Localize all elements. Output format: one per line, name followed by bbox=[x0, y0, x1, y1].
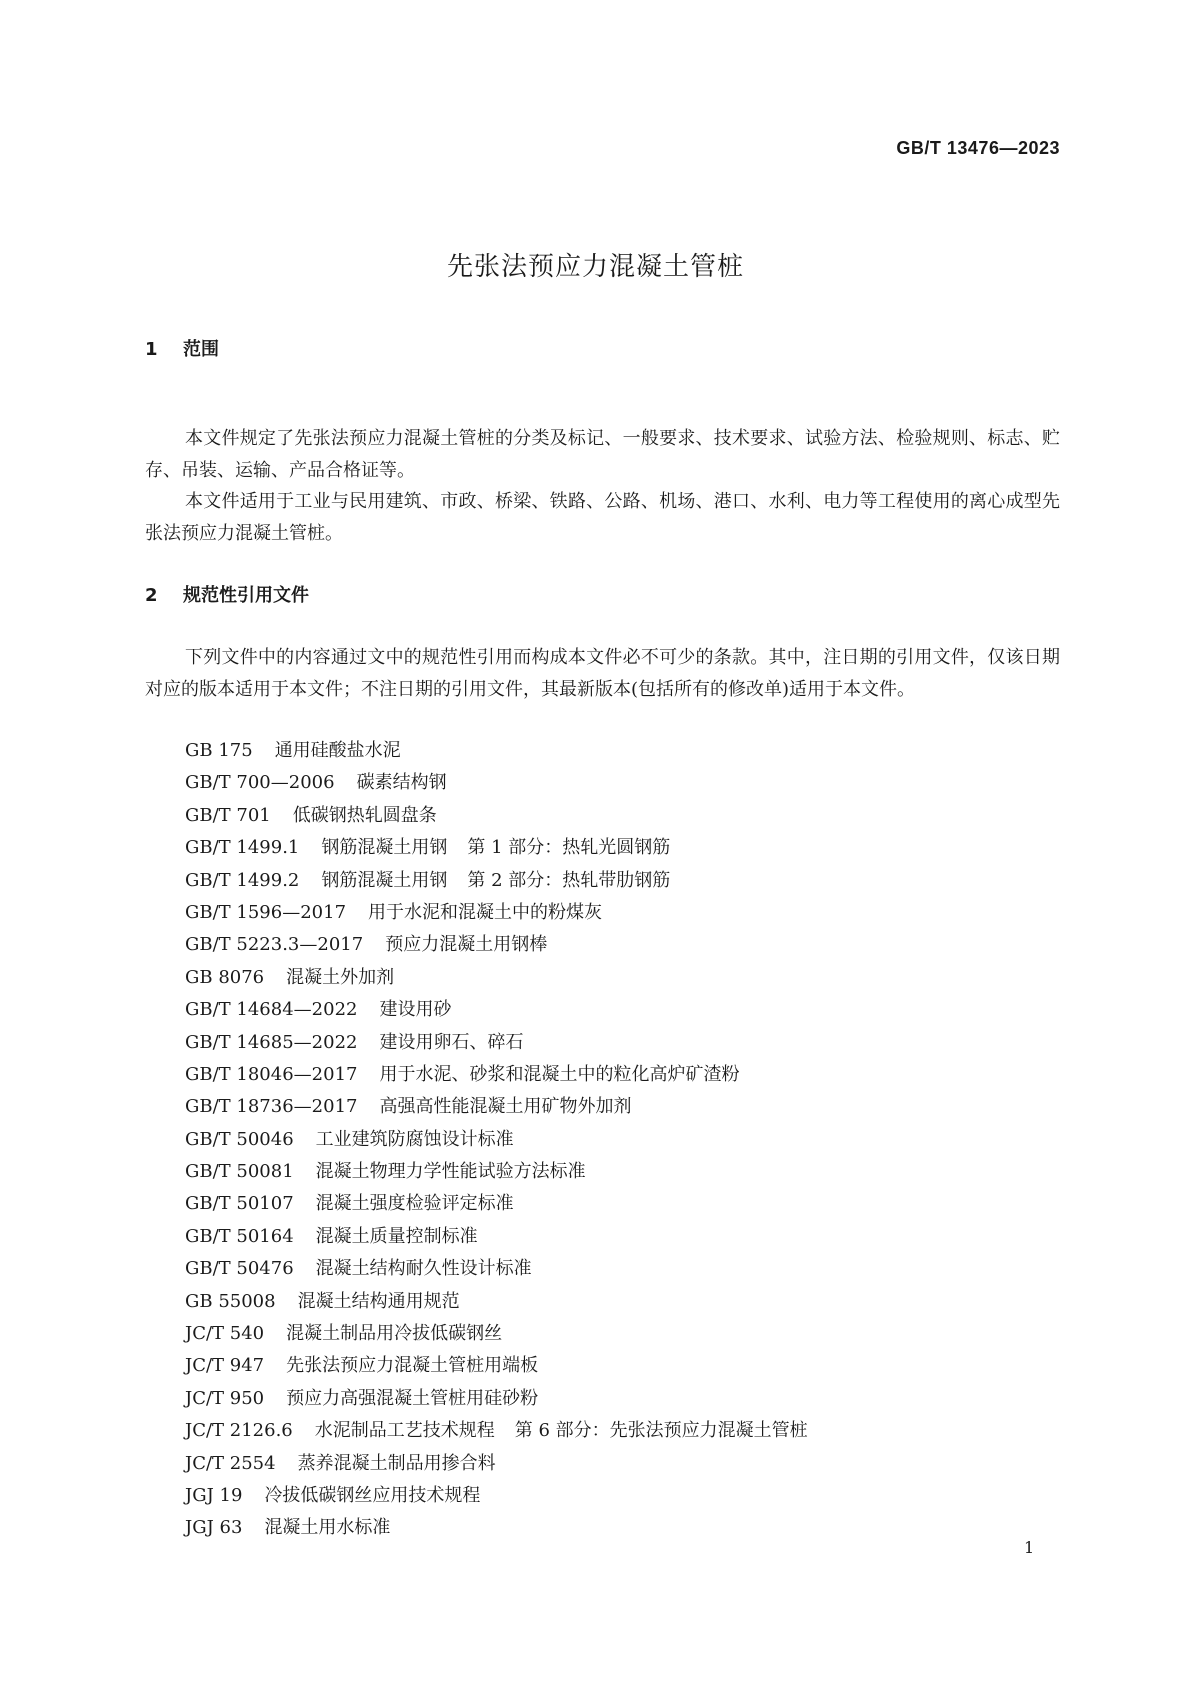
section-title: 规范性引用文件 bbox=[183, 585, 309, 606]
reference-item bbox=[185, 735, 808, 767]
reference-title: 预应力高强混凝土管桩用硅砂粉 bbox=[286, 1387, 539, 1409]
reference-item bbox=[185, 865, 808, 897]
reference-item bbox=[185, 1253, 808, 1285]
reference-code: GB/T 1499.2 bbox=[185, 869, 300, 891]
reference-code: JGJ 63 bbox=[185, 1517, 243, 1539]
reference-title: 钢筋混凝土用钢 bbox=[321, 869, 448, 891]
reference-item bbox=[185, 994, 808, 1026]
reference-title: 用于水泥和混凝土中的粉煤灰 bbox=[368, 901, 603, 923]
reference-title: 混凝土用水标准 bbox=[264, 1517, 391, 1539]
reference-code: JC/T 540 bbox=[185, 1323, 265, 1345]
reference-part: 第 1 部分：热轧光圆钢筋 bbox=[467, 837, 671, 859]
reference-code: GB/T 1499.1 bbox=[185, 837, 300, 859]
reference-item bbox=[185, 897, 808, 929]
reference-code: GB/T 18046—2017 bbox=[185, 1063, 358, 1085]
standard-code: GB/T 13476—2023 bbox=[896, 138, 1060, 158]
reference-item bbox=[185, 1156, 808, 1188]
scope-paragraph: 本文件适用于工业与民用建筑、市政、桥梁、铁路、公路、机场、港口、水利、电力等工程使用的离心成型先张法预应力混凝土管桩。 bbox=[145, 491, 1060, 544]
reference-title: 用于水泥、砂浆和混凝土中的粒化高炉矿渣粉 bbox=[379, 1063, 740, 1085]
reference-code: GB/T 18736—2017 bbox=[185, 1096, 358, 1118]
reference-list bbox=[185, 735, 808, 1545]
reference-title: 混凝土物理力学性能试验方法标准 bbox=[315, 1161, 586, 1183]
reference-item bbox=[185, 1286, 808, 1318]
section-title: 范围 bbox=[183, 339, 219, 360]
reference-part: 第 6 部分：先张法预应力混凝土管桩 bbox=[514, 1420, 808, 1442]
reference-title: 建设用砂 bbox=[379, 999, 452, 1021]
reference-item bbox=[185, 1512, 808, 1544]
reference-code: GB/T 50081 bbox=[185, 1161, 294, 1183]
reference-item bbox=[185, 767, 808, 799]
reference-item bbox=[185, 1480, 808, 1512]
reference-item bbox=[185, 1221, 808, 1253]
section-heading-normative-references bbox=[145, 581, 309, 607]
reference-code: GB 175 bbox=[185, 740, 253, 761]
reference-item bbox=[185, 962, 808, 994]
reference-title: 先张法预应力混凝土管桩用端板 bbox=[286, 1355, 539, 1377]
reference-item bbox=[185, 1383, 808, 1415]
reference-code: GB/T 50046 bbox=[185, 1128, 294, 1150]
reference-title: 混凝土结构耐久性设计标准 bbox=[315, 1258, 532, 1280]
reference-title: 通用硅酸盐水泥 bbox=[274, 740, 401, 761]
reference-code: GB/T 1596—2017 bbox=[185, 901, 347, 923]
reference-code: GB/T 50107 bbox=[185, 1193, 294, 1215]
reference-code: JGJ 19 bbox=[185, 1484, 243, 1506]
reference-title: 冷拔低碳钢丝应用技术规程 bbox=[264, 1484, 481, 1506]
reference-code: GB 55008 bbox=[185, 1290, 276, 1312]
reference-part: 第 2 部分：热轧带肋钢筋 bbox=[467, 869, 671, 891]
reference-item bbox=[185, 1091, 808, 1123]
references-intro-paragraph: 下列文件中的内容通过文中的规范性引用而构成本文件必不可少的条款。其中，注日期的引用文件，仅该日期对应的版本适用于本文件；不注日期的引用文件，其最新版本(包括所有的修改单)适用于本文件。 bbox=[145, 647, 1060, 700]
reference-title: 混凝土质量控制标准 bbox=[315, 1225, 478, 1247]
reference-title: 预应力混凝土用钢棒 bbox=[385, 934, 548, 956]
reference-title: 高强高性能混凝土用矿物外加剂 bbox=[379, 1096, 632, 1118]
reference-title: 混凝土外加剂 bbox=[286, 966, 395, 988]
reference-code: GB 8076 bbox=[185, 966, 265, 988]
reference-item bbox=[185, 1318, 808, 1350]
reference-code: GB/T 5223.3—2017 bbox=[185, 934, 364, 956]
reference-title: 蒸养混凝土制品用掺合料 bbox=[297, 1452, 496, 1474]
reference-item bbox=[185, 1188, 808, 1220]
reference-code: GB/T 14685—2022 bbox=[185, 1031, 358, 1053]
section-heading-scope bbox=[145, 335, 219, 361]
reference-code: JC/T 2554 bbox=[185, 1452, 276, 1474]
reference-title: 混凝土结构通用规范 bbox=[297, 1290, 460, 1312]
document-title: 先张法预应力混凝土管桩 bbox=[446, 252, 744, 282]
reference-item bbox=[185, 1027, 808, 1059]
reference-item bbox=[185, 1059, 808, 1091]
reference-code: JC/T 947 bbox=[185, 1355, 265, 1377]
reference-title: 碳素结构钢 bbox=[356, 772, 447, 794]
reference-title: 低碳钢热轧圆盘条 bbox=[292, 804, 437, 826]
reference-title: 工业建筑防腐蚀设计标准 bbox=[315, 1128, 514, 1150]
reference-item bbox=[185, 1124, 808, 1156]
reference-item bbox=[185, 800, 808, 832]
reference-item bbox=[185, 929, 808, 961]
reference-code: GB/T 700—2006 bbox=[185, 772, 335, 794]
reference-title: 水泥制品工艺技术规程 bbox=[314, 1420, 495, 1442]
reference-code: GB/T 14684—2022 bbox=[185, 999, 358, 1021]
reference-item bbox=[185, 832, 808, 864]
section-number: 1 bbox=[145, 339, 158, 360]
reference-code: GB/T 701 bbox=[185, 804, 271, 826]
reference-item bbox=[185, 1350, 808, 1382]
reference-title: 混凝土强度检验评定标准 bbox=[315, 1193, 514, 1215]
reference-code: GB/T 50476 bbox=[185, 1258, 294, 1280]
reference-item bbox=[185, 1448, 808, 1480]
reference-code: JC/T 950 bbox=[185, 1387, 265, 1409]
reference-code: JC/T 2126.6 bbox=[185, 1420, 293, 1442]
reference-title: 混凝土制品用冷拔低碳钢丝 bbox=[286, 1323, 503, 1345]
reference-title: 建设用卵石、碎石 bbox=[379, 1031, 524, 1053]
section-number: 2 bbox=[145, 585, 158, 606]
reference-item bbox=[185, 1415, 808, 1447]
reference-code: GB/T 50164 bbox=[185, 1225, 294, 1247]
page-number: 1 bbox=[1024, 1538, 1035, 1557]
scope-paragraph: 本文件规定了先张法预应力混凝土管桩的分类及标记、一般要求、技术要求、试验方法、检验规则、标志、贮存、吊装、运输、产品合格证等。 bbox=[145, 428, 1060, 481]
reference-title: 钢筋混凝土用钢 bbox=[321, 837, 448, 859]
